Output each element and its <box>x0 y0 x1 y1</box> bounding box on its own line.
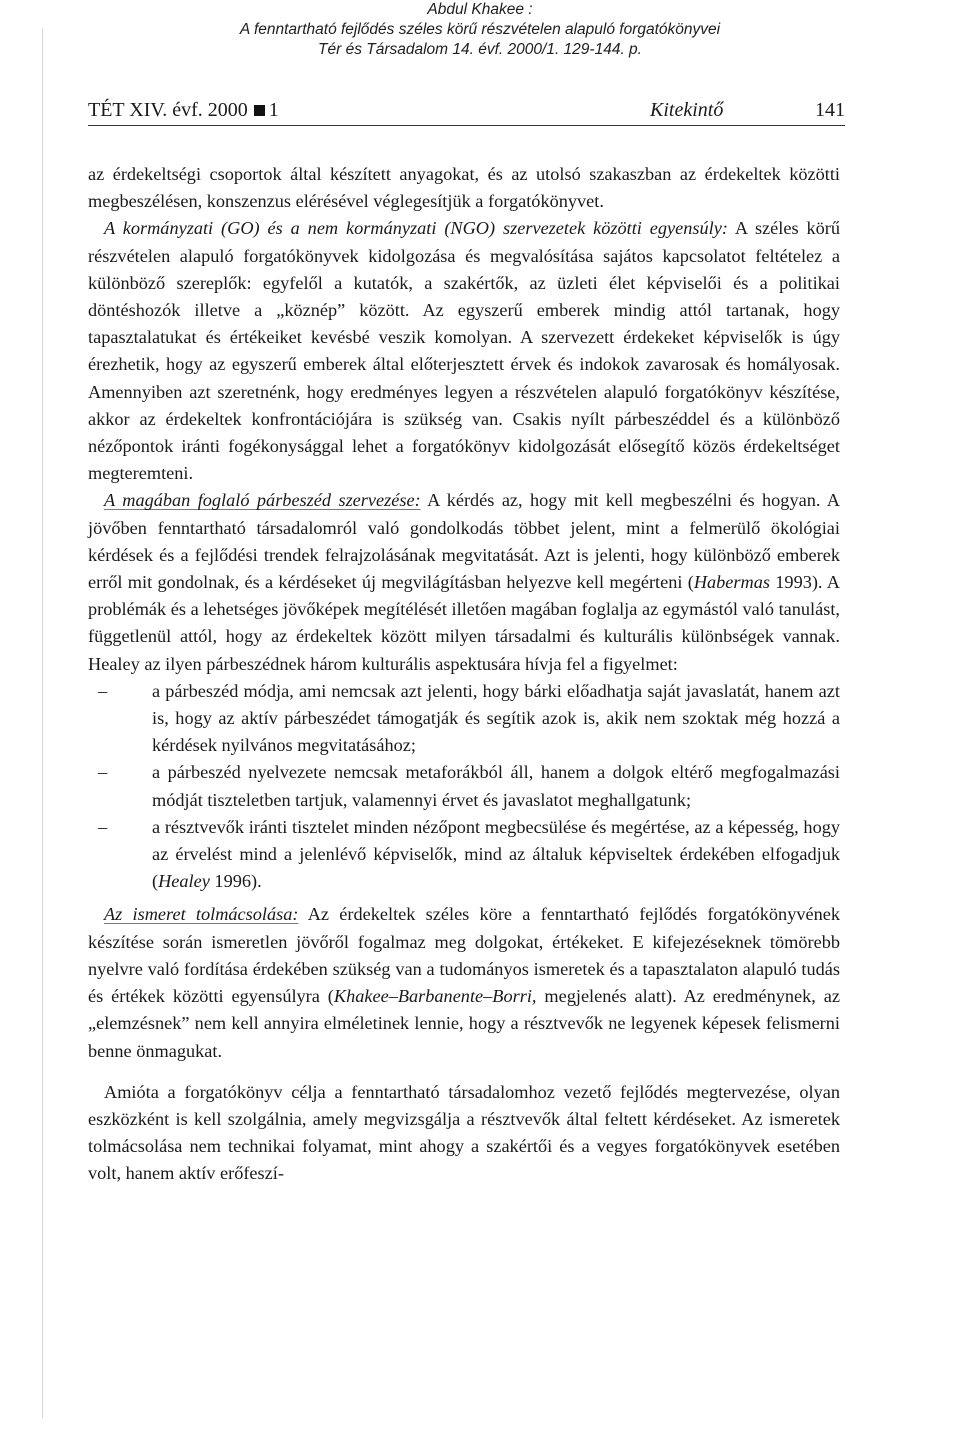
citation-khakee: Khakee–Barbanente–Borri, <box>333 986 537 1007</box>
citation-title: A fenntartható fejlődés széles körű részvételen alapuló forgatókönyvei <box>239 21 721 38</box>
dash-bullet: – <box>98 816 108 837</box>
paragraph-5: Amióta a forgatókönyv célja a fenntartható társadalomhoz vezető fejlődés megtervezése, olyan eszközként is kell szolgálnia, amely megvizsgálja a résztvevők által feltett kérdéseket. Az ismeretek tolmácsolása nem technikai folyamat, mint ahogy a szakértői és a vegyes forgatókönyvek esetében volt, hanem aktív erőfeszí- <box>88 1081 840 1184</box>
article-body <box>88 161 840 1188</box>
section-heading-knowledge: Az ismeret tolmácsolása: <box>104 904 299 925</box>
paragraph-3-text-b: 1993). A problémák és a lehetséges jövőképek megítélését illetően magában foglalja az egymástól való tanulást, függetlenül attól, hogy az érdekeltek között milyen társadalmi és kulturális különbségek vannak. Healey az ilyen párbeszédnek három kulturális aspektusára hívja fel a figyelmet: <box>88 572 840 674</box>
paragraph-3 <box>88 487 840 677</box>
citation-source: Tér és Társadalom 14. évf. 2000/1. 129-144. p. <box>318 41 642 58</box>
running-head-journal <box>88 95 279 125</box>
paragraph-3-text-a: A kérdés az, hogy mit kell megbeszélni és hogyan. A jövőben fenntartható társadalomról való gondolkodás többet jelent, mint a felmerülő ökológiai kérdések és a fejlődési trendek felrajzolásának megvitatását. Azt is jelenti, hogy különböző emberek erről mit gondolnak, és a kérdéseket új megvilágításban helyezve kell megérteni ( <box>88 490 841 593</box>
paragraph-4 <box>88 901 840 1064</box>
list-item <box>88 678 840 760</box>
citation-author: Abdul Khakee : <box>427 1 533 18</box>
paragraph-4-text-b: megjelenés alatt). Az eredménynek, az „elemzésnek” nem kell annyira elméletinek lennie, hogy a résztvevők ne legyenek képesek felismerni benne önmagukat. <box>88 986 840 1061</box>
page-binding-edge <box>42 28 43 1418</box>
page-number: 141 <box>815 99 845 121</box>
running-head-section: Kitekintő <box>650 99 724 121</box>
citation-healey: Healey <box>158 871 210 892</box>
journal-label: TÉT XIV. évf. 2000 <box>88 99 248 121</box>
citation-habermas: Habermas <box>693 572 770 593</box>
paragraph-2 <box>88 215 840 487</box>
dash-bullet: – <box>98 680 108 701</box>
list-item-text: a párbeszéd módja, ami nemcsak azt jelenti, hogy bárki előadhatja saját javaslatát, hanem azt is, hogy az aktív párbeszédet támogatják és segítik azok is, akik nem szoktak még hozzá a kérdések nyilvános megvitatásához; <box>152 680 840 756</box>
issue-number: 1 <box>268 99 279 121</box>
paragraph-2-text: A széles körű részvételen alapuló forgatókönyvek kidolgozása és megvalósítása sajátos kapcsolatot feltételez a különböző szereplők: egyfelől a kutatók, a szakértők, az üzleti élet képviselői és a politikai döntéshozók illetve a „köznép” között. Az egyszerű emberek mindig attól tartanak, hogy tapasztalatukat és értékeiket kevésbé veszik komolyan. A szervezett érdekeket képviselők is úgy érezhetik, hogy az egyszerű emberek által előterjesztett érvek és indokok zavarosak és homályosak. Amennyiben azt szeretnénk, hogy eredményes legyen a részvételen alapuló forgatókönyv készítése, akkor az érdekeltek konfrontációjára is szükség van. Csakis nyílt párbeszéddel és a különböző nézőpontok iránti fogékonysággal lehet a forgatókönyv kidolgozását elősegítő közös érdekeltséget megteremteni. <box>88 218 841 484</box>
running-head <box>88 95 845 126</box>
list-item-citation-year: 1996). <box>209 871 262 892</box>
list-item <box>88 759 840 813</box>
aspect-list <box>88 678 840 896</box>
list-item-text: a résztvevők iránti tisztelet minden nézőpont megbecsülése és megértése, az a képesség, hogy az érvelést mind a jelenlévő képviselők, mind az általuk képviseltek érdekében elfogadjuk ( <box>152 816 840 892</box>
square-separator-icon <box>254 105 265 116</box>
dash-bullet: – <box>98 762 108 783</box>
list-item-text: a párbeszéd nyelvezete nemcsak metaforákból áll, hanem a dolgok eltérő megfogalmazási módját tiszteletben tartjuk, valamennyi érvet és javaslatot meghallgatunk; <box>152 762 840 810</box>
paragraph-4-text-a: Az érdekeltek széles köre a fenntartható fejlődés forgatókönyvének készítése során ismeretlen jövőről fogalmaz meg dolgokat, értékeket. E kifejezéseknek tömörebb nyelvre való fordítása érdekében szükség van a tudományos ismeretek és a tapasztalaton alapuló tudás és értékek közötti egyensúlyra ( <box>88 904 840 1007</box>
section-heading-dialogue: A magában foglaló párbeszéd szervezése: <box>104 490 421 511</box>
paragraph-1: az érdekeltségi csoportok által készített anyagokat, és az utolsó szakaszban az érdekeltek közötti megbeszélésen, konszenzus elérésével véglegesítjük a forgatókönyvet. <box>88 164 840 212</box>
list-item <box>88 814 840 896</box>
section-heading-balance: A kormányzati (GO) és a nem kormányzati (NGO) szervezetek közötti egyensúly: <box>104 218 728 239</box>
